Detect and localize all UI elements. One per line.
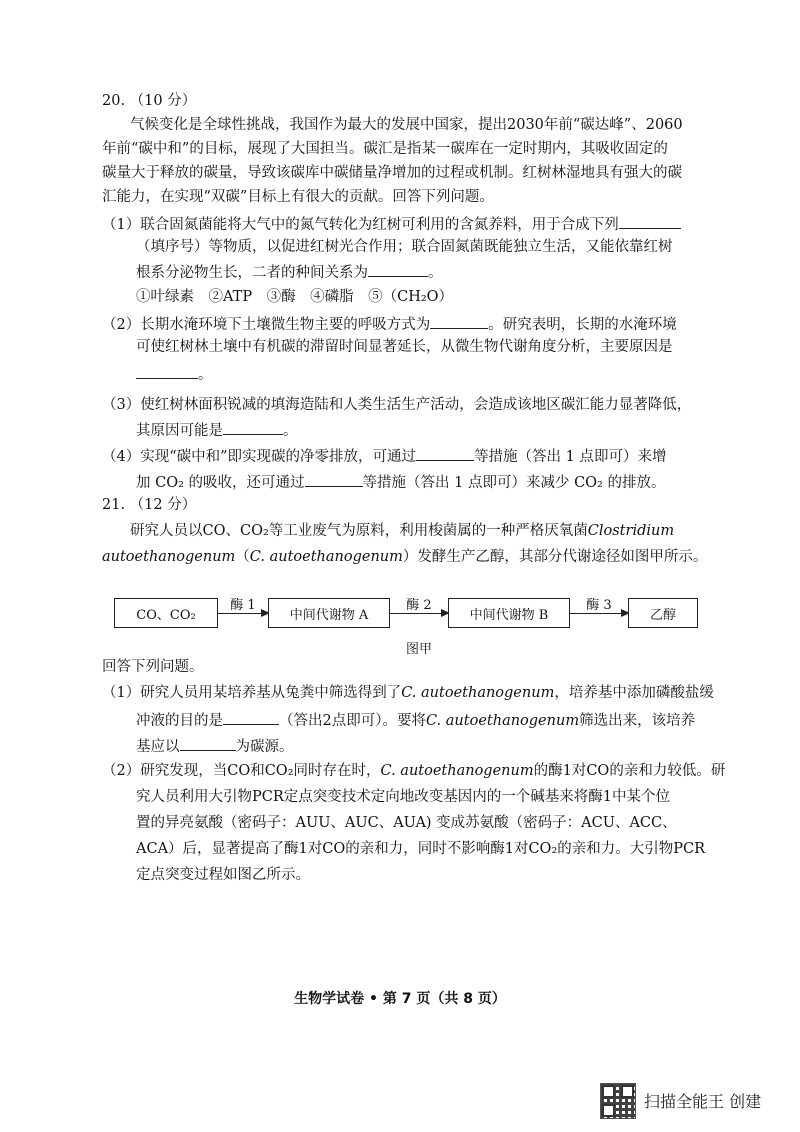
q20-part2-text-c-end: 。 — [198, 367, 213, 383]
page-footer: 生物学试卷 • 第 7 页（共 8 页） — [294, 991, 506, 1007]
q21-intro-rest: ）发酵生产乙醇，其部分代谢途径如图甲所示。 — [402, 549, 708, 565]
diagram-box-intermediate-a: 中间代谢物 A — [268, 598, 390, 628]
q21-header: 21. （12 分） — [102, 497, 197, 513]
q20-intro-line-1: 气候变化是全球性挑战，我国作为最大的发展中国家，提出2030年前“碳达峰”、2060 — [130, 117, 683, 133]
diagram-box-ethanol: 乙醇 — [628, 598, 698, 628]
q21-part1-line-1 — [102, 682, 714, 704]
q21-intro-text: 研究人员以CO、CO₂等工业废气为原料，利用梭菌属的一种严格厌氧菌 — [130, 523, 588, 539]
q20-part3-text-b-end: 。 — [283, 423, 298, 439]
answer-blank[interactable] — [368, 260, 428, 277]
answer-blank[interactable] — [223, 418, 283, 435]
q21-part2-line-4: ACA）后，显著提高了酶1对CO的亲和力，同时不影响酶1对CO₂的亲和力。大引物PCR — [136, 841, 706, 857]
diagram-box-substrate: CO、CO₂ — [114, 598, 218, 628]
q21-part1-text-a: （1）研究人员用某培养基从兔粪中筛选得到了 — [102, 685, 402, 701]
answer-blank[interactable] — [305, 470, 363, 487]
q20-part3-text-b: 其原因可能是 — [136, 423, 223, 439]
q20-part4-text-a: （4）实现“碳中和”即实现碳的净零排放，可通过 — [102, 449, 417, 465]
answer-blank[interactable] — [619, 212, 681, 229]
q21-intro-line-2 — [102, 546, 707, 568]
species-abbr: C. autoethanogenum — [401, 685, 555, 701]
q21-answer-prompt: 回答下列问题。 — [102, 659, 204, 675]
q20-part2-line-1 — [102, 312, 677, 336]
q20-part1-text-c: 根系分泌物生长，二者的种间关系为 — [136, 265, 368, 281]
q21-part2-line-3: 置的异亮氨酸（密码子：AUU、AUC、AUA) 变成苏氨酸（密码子：ACU、ACC、 — [136, 815, 677, 831]
q21-part2-text-a-post: 的酶1对CO的亲和力较低。研 — [533, 763, 726, 779]
q21-part1-text-b-post: 筛选出来，该培养 — [579, 713, 696, 729]
q20-part4-line-2 — [136, 470, 665, 494]
q20-intro-line-4: 汇能力，在实现“双碳”目标上有很大的贡献。回答下列问题。 — [102, 189, 494, 205]
species-abbr: C. autoethanogenum — [380, 763, 534, 779]
q20-part2-text-a-end: 。研究表明，长期的水淹环境 — [488, 317, 677, 333]
diagram-caption: 图甲 — [406, 642, 433, 657]
q20-header: 20. （10 分） — [102, 93, 197, 109]
q21-part1-text-c-post: 为碳源。 — [235, 739, 294, 755]
answer-blank[interactable] — [136, 362, 198, 379]
scanner-watermark: 扫描全能王 创建 — [644, 1092, 762, 1111]
paren-open: （ — [235, 549, 250, 565]
species-abbr: C. autoethanogenum — [249, 549, 403, 565]
q21-part2-text-a: （2）研究发现，当CO和CO₂同时存在时， — [102, 763, 381, 779]
q21-part2-line-2: 究人员利用大引物PCR定点突变技术定向地改变基因内的一个碱基来将酶1中某个位 — [136, 789, 670, 805]
q20-intro-line-3: 碳量大于释放的碳量，导致该碳库中碳储量净增加的过程或机制。红树林湿地具有强大的碳 — [102, 165, 682, 181]
answer-blank[interactable] — [416, 444, 474, 461]
q20-part4-text-a-mid: 等措施（答出 1 点即可）来增 — [474, 449, 667, 465]
q20-part1-options: ①叶绿素 ②ATP ③酶 ④磷脂 ⑤（CH₂O） — [136, 289, 454, 305]
diagram-box-intermediate-b: 中间代谢物 B — [448, 598, 570, 628]
q20-part2-text-a: （2）长期水淹环境下土壤微生物主要的呼吸方式为 — [102, 317, 431, 333]
q21-intro-line-1 — [130, 520, 674, 542]
q21-part1-text-c: 基应以 — [136, 739, 180, 755]
q20-part1-line-2: （填序号）等物质，以促进红树光合作用；联合固氮菌既能独立生活，又能依靠红树 — [136, 239, 673, 255]
q21-part1-text-b: 冲液的目的是 — [136, 713, 223, 729]
enzyme-label: 酶 2 — [406, 598, 432, 613]
enzyme-label: 酶 1 — [230, 598, 256, 613]
answer-blank[interactable] — [180, 734, 236, 751]
enzyme-label: 酶 3 — [586, 598, 612, 613]
q20-part1-line-3 — [136, 260, 443, 284]
q20-part4-text-b-end: 等措施（答出 1 点即可）来减少 CO₂ 的排放。 — [362, 475, 666, 491]
species-abbr: C. autoethanogenum — [425, 713, 580, 729]
answer-blank[interactable] — [430, 312, 488, 329]
q20-part3-line-2 — [136, 418, 298, 442]
answer-blank[interactable] — [223, 708, 279, 725]
qr-code-icon — [600, 1083, 636, 1119]
arrow-icon — [390, 613, 448, 614]
q21-part2-line-5: 定点突变过程如图乙所示。 — [136, 867, 310, 883]
q20-part4-text-b-pre: 加 CO₂ 的吸收，还可通过 — [136, 475, 305, 491]
q20-part1-text-a: （1）联合固氮菌能将大气中的氮气转化为红树可利用的含氮养料，用于合成下列 — [102, 217, 619, 233]
q21-part1-line-3 — [136, 734, 294, 758]
q21-part2-line-1 — [102, 760, 725, 782]
q21-part1-text-a-post: ，培养基中添加磷酸盐缓 — [554, 685, 714, 701]
q20-part2-line-2: 可使红树林土壤中有机碳的滞留时间显著延长，从微生物代谢角度分析，主要原因是 — [136, 339, 673, 355]
q20-part3-line-1: （3）使红树林面积锐减的填海造陆和人类生活生产活动，会造成该地区碳汇能力显著降低， — [102, 397, 692, 413]
arrow-icon — [570, 613, 628, 614]
species-name: autoethanogenum — [102, 549, 236, 565]
q20-part1-line-1 — [102, 212, 681, 236]
species-name: Clostridium — [587, 523, 675, 539]
arrow-icon — [218, 613, 268, 614]
q20-part4-line-1 — [102, 444, 667, 468]
q20-part2-line-3 — [136, 362, 213, 386]
q20-intro-line-2: 年前“碳中和”的目标，展现了大国担当。碳汇是指某一碳库在一定时期内，其吸收固定的 — [102, 141, 668, 157]
q21-part1-text-b-mid: （答出2点即可）。要将 — [279, 713, 426, 729]
q21-part1-line-2 — [136, 708, 695, 732]
q20-part1-text-c-end: 。 — [428, 265, 443, 281]
